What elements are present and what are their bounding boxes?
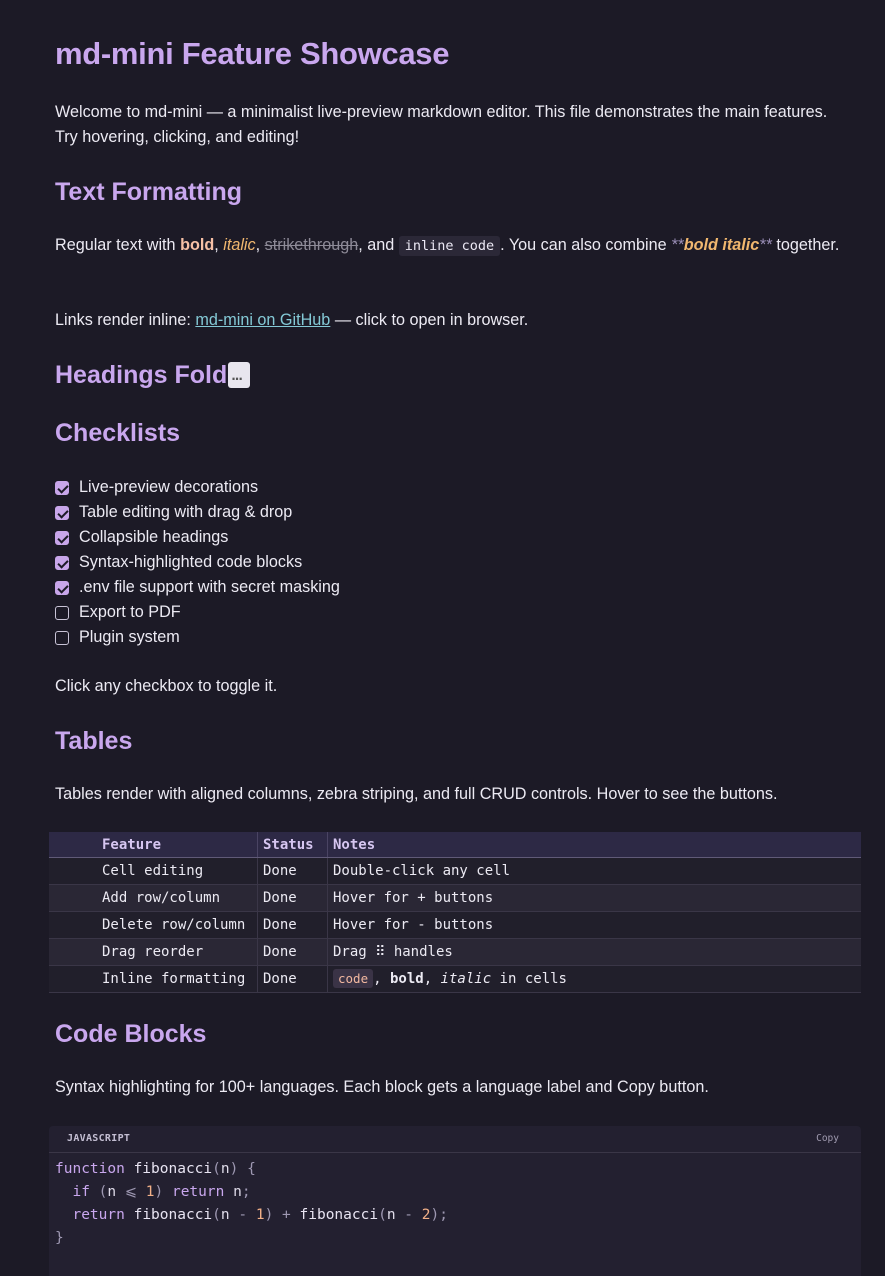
code-token: n bbox=[386, 1207, 396, 1223]
checkbox-checked[interactable] bbox=[55, 531, 69, 545]
feature-table[interactable] bbox=[49, 832, 861, 993]
table-cell[interactable]: Double-click any cell bbox=[328, 858, 862, 885]
italic-text: italic bbox=[223, 236, 256, 254]
column-header[interactable]: Notes bbox=[328, 832, 862, 858]
text-run: in cells bbox=[491, 971, 567, 987]
page-title: md-mini Feature Showcase bbox=[55, 36, 450, 71]
row-gutter bbox=[49, 858, 97, 885]
row-gutter bbox=[49, 966, 97, 993]
heading-label: Headings Fold bbox=[55, 361, 228, 389]
table-row bbox=[49, 939, 861, 966]
checkbox-checked[interactable] bbox=[55, 506, 69, 520]
bold-italic-marker-open: ** bbox=[671, 236, 684, 254]
text-run: Regular text with bbox=[55, 236, 181, 254]
text-run: , and bbox=[358, 236, 399, 254]
bold-text: bold bbox=[180, 236, 215, 254]
checkbox-checked[interactable] bbox=[55, 581, 69, 595]
checklist-item[interactable] bbox=[55, 500, 340, 525]
checklist-note: Click any checkbox to toggle it. bbox=[55, 677, 278, 695]
checkbox-unchecked[interactable] bbox=[55, 606, 69, 620]
table-row bbox=[49, 858, 861, 885]
checklist-item-label: .env file support with secret masking bbox=[79, 578, 340, 596]
table-cell[interactable] bbox=[328, 966, 862, 993]
cell-bold-text: bold bbox=[389, 971, 424, 987]
code-token: 1 bbox=[255, 1207, 265, 1223]
code-token: function bbox=[55, 1161, 125, 1177]
code-token: 2 bbox=[421, 1207, 431, 1223]
checklist-item[interactable] bbox=[55, 475, 340, 500]
code-token: if bbox=[72, 1184, 90, 1200]
heading-code-blocks[interactable]: Code Blocks bbox=[55, 1020, 207, 1048]
text-run: , bbox=[423, 971, 441, 987]
code-token: return bbox=[72, 1207, 125, 1223]
intro-paragraph: Welcome to md-mini — a minimalist live-preview markdown editor. This file demonstrates the main features. Try hovering, clicking, and editing! bbox=[55, 103, 828, 146]
table-cell[interactable]: Drag ⠿ handles bbox=[328, 939, 862, 966]
checkbox-unchecked[interactable] bbox=[55, 631, 69, 645]
checklist-item[interactable] bbox=[55, 550, 340, 575]
code-token: fibonacci bbox=[133, 1207, 213, 1223]
table-header-row bbox=[49, 832, 861, 858]
ellipsis-icon: ... bbox=[231, 369, 242, 383]
row-gutter bbox=[49, 939, 97, 966]
code-token: fibonacci bbox=[133, 1161, 213, 1177]
table-cell[interactable]: Cell editing bbox=[97, 858, 258, 885]
checklist-item-label: Live-preview decorations bbox=[79, 478, 259, 496]
formatting-paragraph bbox=[55, 233, 845, 259]
code-blocks-description: Syntax highlighting for 100+ languages. Each block gets a language label and Copy button. bbox=[55, 1078, 709, 1096]
checklist-item-label: Plugin system bbox=[79, 628, 180, 646]
code-block[interactable] bbox=[49, 1126, 861, 1276]
table-row bbox=[49, 912, 861, 939]
checklist-item[interactable] bbox=[55, 525, 340, 550]
code-token: 1 bbox=[145, 1184, 155, 1200]
row-gutter bbox=[49, 912, 97, 939]
table-cell[interactable]: Done bbox=[258, 966, 328, 993]
heading-tables[interactable]: Tables bbox=[55, 727, 133, 755]
code-token: n bbox=[107, 1184, 117, 1200]
inline-code: inline code bbox=[399, 236, 500, 256]
table-cell[interactable]: Done bbox=[258, 885, 328, 912]
links-paragraph bbox=[55, 308, 845, 333]
copy-button[interactable]: Copy bbox=[816, 1133, 839, 1144]
bold-italic-marker-close: ** bbox=[759, 236, 772, 254]
text-run: , bbox=[214, 236, 224, 254]
code-language-label: JAVASCRIPT bbox=[67, 1133, 131, 1144]
checklist-item[interactable] bbox=[55, 575, 340, 600]
code-token: fibonacci bbox=[299, 1207, 379, 1223]
strikethrough-text: strikethrough bbox=[264, 236, 359, 254]
code-block-header bbox=[49, 1126, 861, 1153]
code-content[interactable]: function fibonacci(n) { if (n ⩽ 1) return n; return fibonacci(n - 1) + fibonacci(n - 2); } bbox=[55, 1161, 448, 1246]
checklist-item-label: Syntax-highlighted code blocks bbox=[79, 553, 303, 571]
code-token: return bbox=[171, 1184, 225, 1200]
heading-checklists[interactable]: Checklists bbox=[55, 419, 181, 447]
table-gutter bbox=[49, 832, 97, 858]
checklist-item-label: Table editing with drag & drop bbox=[79, 503, 293, 521]
table-row bbox=[49, 966, 861, 993]
table-cell[interactable]: Inline formatting bbox=[97, 966, 258, 993]
table-cell[interactable]: Done bbox=[258, 912, 328, 939]
github-link[interactable]: md-mini on GitHub bbox=[195, 311, 331, 329]
text-run: Links render inline: bbox=[55, 311, 196, 329]
text-run: together. bbox=[771, 236, 840, 254]
table-cell[interactable]: Add row/column bbox=[97, 885, 258, 912]
text-run: — click to open in browser. bbox=[330, 311, 529, 329]
code-token: n bbox=[233, 1184, 242, 1200]
heading-text-formatting[interactable]: Text Formatting bbox=[55, 178, 243, 206]
heading-headings-fold[interactable] bbox=[55, 361, 250, 390]
checklist-item[interactable] bbox=[55, 625, 340, 650]
code-token: n bbox=[220, 1161, 230, 1177]
table-cell[interactable]: Drag reorder bbox=[97, 939, 258, 966]
text-run: , bbox=[373, 971, 390, 987]
checklist-item-label: Collapsible headings bbox=[79, 528, 229, 546]
code-token: ⩽ bbox=[124, 1184, 138, 1200]
checklist bbox=[55, 475, 340, 650]
table-cell[interactable]: Hover for + buttons bbox=[328, 885, 862, 912]
text-run: . You can also combine bbox=[500, 236, 672, 254]
table-cell[interactable]: Done bbox=[258, 858, 328, 885]
tables-description: Tables render with aligned columns, zebra striping, and full CRUD controls. Hover to see the buttons. bbox=[55, 785, 778, 803]
checkbox-checked[interactable] bbox=[55, 556, 69, 570]
checkbox-checked[interactable] bbox=[55, 481, 69, 495]
table-cell[interactable]: Done bbox=[258, 939, 328, 966]
table-cell[interactable]: Hover for - buttons bbox=[328, 912, 862, 939]
code-token: n bbox=[220, 1207, 230, 1223]
fold-ellipsis-badge[interactable] bbox=[228, 362, 250, 388]
column-header[interactable]: Status bbox=[258, 832, 328, 858]
checklist-item-label: Export to PDF bbox=[79, 603, 181, 621]
row-gutter bbox=[49, 885, 97, 912]
bold-italic-text: bold italic bbox=[683, 236, 760, 254]
table-cell[interactable]: Delete row/column bbox=[97, 912, 258, 939]
column-header[interactable]: Feature bbox=[97, 832, 258, 858]
cell-inline-code: code bbox=[333, 969, 373, 988]
table-row bbox=[49, 885, 861, 912]
text-run: , bbox=[255, 236, 265, 254]
checklist-item[interactable] bbox=[55, 600, 340, 625]
cell-italic-text: italic bbox=[440, 971, 492, 987]
